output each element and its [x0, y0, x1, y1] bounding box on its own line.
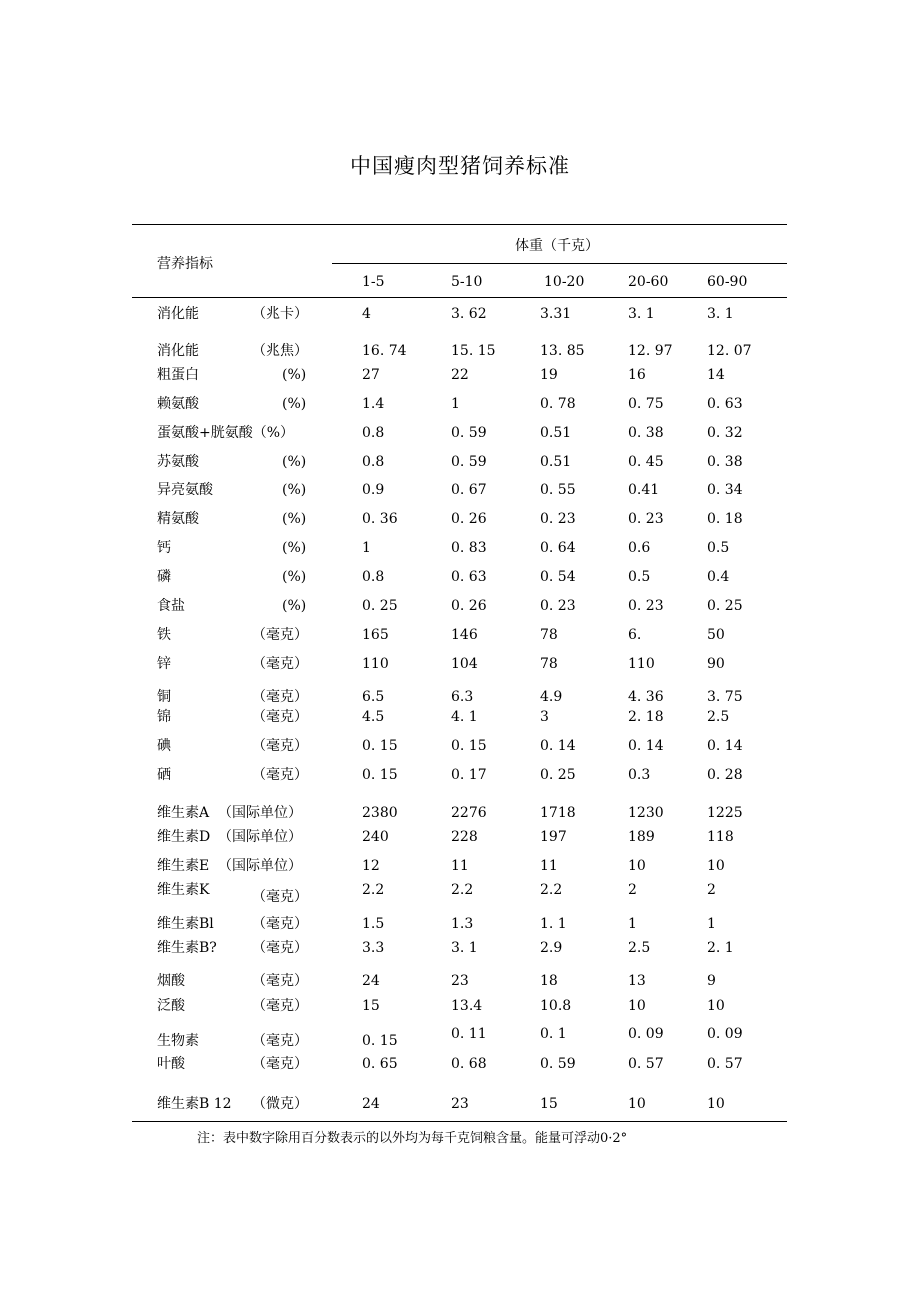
table-cell: 6.3: [451, 689, 474, 705]
table-cell: 1.5: [362, 916, 385, 932]
row-label: 硒: [157, 767, 171, 783]
table-cell: 3. 1: [451, 940, 478, 956]
table-cell: 12: [362, 858, 380, 874]
row-label: 维生素K: [157, 882, 210, 898]
table-cell: 19: [540, 367, 558, 383]
table-cell: 10: [707, 998, 725, 1014]
row-unit: （毫克）: [252, 656, 308, 672]
table-cell: 78: [540, 656, 558, 672]
table-cell: 1: [451, 396, 460, 412]
table-cell: 2.9: [540, 940, 563, 956]
table-cell: 90: [707, 656, 725, 672]
row-unit: （毫克）: [252, 998, 308, 1014]
table-cell: 0. 28: [707, 767, 743, 783]
row-unit: （兆卡）: [252, 306, 308, 322]
row-unit: （兆焦）: [252, 343, 308, 359]
table-cell: 2.5: [628, 940, 651, 956]
table-cell: 6.5: [362, 689, 385, 705]
header-col-2: 5-10: [451, 274, 483, 290]
header-category: 营养指标: [157, 256, 213, 272]
table-cell: 10: [628, 998, 646, 1014]
row-unit: （毫克）: [252, 689, 308, 705]
row-label: 赖氨酸: [157, 396, 199, 412]
table-cell: 0. 75: [628, 396, 664, 412]
table-cell: 0. 63: [451, 569, 487, 585]
table-cell: 0. 09: [707, 1026, 743, 1042]
row-unit: (%): [282, 454, 307, 470]
table-cell: 24: [362, 973, 380, 989]
table-cell: 16. 74: [362, 343, 407, 359]
row-unit: （毫克）: [252, 738, 308, 754]
table-cell: 0. 18: [707, 511, 743, 527]
table-cell: 12. 97: [628, 343, 673, 359]
row-label: 维生素Bl: [157, 916, 214, 932]
table-cell: 0.51: [540, 454, 572, 470]
table-cell: 0. 65: [362, 1056, 398, 1072]
row-unit: （毫克）: [252, 916, 308, 932]
table-cell: 165: [362, 627, 389, 643]
row-unit: （国际单位）: [218, 829, 302, 845]
row-label: 苏氨酸: [157, 454, 199, 470]
table-cell: 0. 23: [628, 598, 664, 614]
table-cell: 0. 15: [362, 738, 398, 754]
row-label: 烟酸: [157, 973, 185, 989]
table-cell: 0. 38: [628, 425, 664, 441]
table-cell: 0. 78: [540, 396, 576, 412]
table-cell: 0. 11: [451, 1026, 487, 1042]
table-cell: 1. 1: [540, 916, 567, 932]
table-cell: 0. 64: [540, 540, 576, 556]
table-cell: 1718: [540, 805, 576, 821]
table-cell: 0. 83: [451, 540, 487, 556]
table-cell: 6.: [628, 627, 642, 643]
table-cell: 0.8: [362, 569, 385, 585]
table-cell: 3. 62: [451, 306, 487, 322]
table-cell: 2380: [362, 805, 398, 821]
table-cell: 1230: [628, 805, 664, 821]
table-cell: 3.3: [362, 940, 385, 956]
row-label: 维生素E: [157, 858, 210, 874]
row-unit: （毫克）: [252, 767, 308, 783]
table-cell: 2: [628, 882, 637, 898]
table-cell: 0. 63: [707, 396, 743, 412]
row-unit: (%): [282, 511, 307, 527]
row-unit: （毫克）: [252, 973, 308, 989]
table-cell: 15: [540, 1096, 558, 1112]
table-cell: 0.41: [628, 482, 660, 498]
row-label: 蛋氨酸+胱氨酸（%）: [157, 425, 295, 441]
table-cell: 2.2: [540, 882, 563, 898]
row-label: 消化能: [157, 343, 199, 359]
row-label: 碘: [157, 738, 171, 754]
row-label: 生物素: [157, 1033, 199, 1049]
table-cell: 0. 32: [707, 425, 743, 441]
row-unit: (%): [282, 367, 307, 383]
table-cell: 23: [451, 973, 469, 989]
table-cell: 0. 45: [628, 454, 664, 470]
table-cell: 15. 15: [451, 343, 496, 359]
table-cell: 1225: [707, 805, 743, 821]
table-cell: 1.3: [451, 916, 474, 932]
table-cell: 118: [707, 829, 734, 845]
table-cell: 240: [362, 829, 389, 845]
header-sub-rule: [332, 263, 787, 264]
row-unit: （毫克）: [252, 627, 308, 643]
table-cell: 4. 36: [628, 689, 664, 705]
table-cell: 4.9: [540, 689, 563, 705]
table-cell: 0. 1: [540, 1026, 567, 1042]
header-weight-group: 体重（千克）: [515, 238, 599, 254]
table-cell: 0. 25: [362, 598, 398, 614]
table-cell: 78: [540, 627, 558, 643]
table-cell: 1: [362, 540, 371, 556]
table-cell: 14: [707, 367, 725, 383]
table-cell: 0. 25: [540, 767, 576, 783]
row-unit: （毫克）: [252, 1033, 308, 1049]
table-cell: 0. 59: [451, 425, 487, 441]
table-cell: 2. 1: [707, 940, 734, 956]
table-cell: 0. 57: [707, 1056, 743, 1072]
table-cell: 4.5: [362, 709, 385, 725]
table-cell: 0. 26: [451, 598, 487, 614]
table-cell: 1.4: [362, 396, 385, 412]
row-label: 铜: [157, 689, 171, 705]
table-cell: 3. 1: [707, 306, 734, 322]
table-cell: 0. 34: [707, 482, 743, 498]
table-cell: 110: [362, 656, 389, 672]
row-unit: (%): [282, 598, 307, 614]
row-label: 精氨酸: [157, 511, 199, 527]
row-label: 维生素D: [157, 829, 211, 845]
table-cell: 3.31: [540, 306, 572, 322]
table-cell: 10: [628, 1096, 646, 1112]
row-label: 维生素A: [157, 805, 210, 821]
table-cell: 0. 38: [707, 454, 743, 470]
page-title: 中国瘦肉型猪饲养标准: [350, 154, 570, 178]
table-cell: 4. 1: [451, 709, 478, 725]
table-cell: 0.3: [628, 767, 651, 783]
row-unit: （毫克）: [252, 889, 308, 905]
row-label: 泛酸: [157, 998, 185, 1014]
table-cell: 10: [628, 858, 646, 874]
table-cell: 1: [628, 916, 637, 932]
table-cell: 0.4: [707, 569, 730, 585]
row-unit: (%): [282, 540, 307, 556]
row-label: 食盐: [157, 598, 185, 614]
table-cell: 12. 07: [707, 343, 752, 359]
table-cell: 3: [540, 709, 549, 725]
table-cell: 24: [362, 1096, 380, 1112]
table-cell: 2276: [451, 805, 487, 821]
table-cell: 0. 14: [540, 738, 576, 754]
row-label: 锦: [157, 709, 171, 725]
header-col-3: 10-20: [544, 274, 585, 290]
row-label: 粗蛋白: [157, 367, 199, 383]
table-cell: 10.8: [540, 998, 572, 1014]
header-col-4: 20-60: [628, 274, 669, 290]
table-cell: 0. 36: [362, 511, 398, 527]
table-cell: 2. 18: [628, 709, 664, 725]
table-cell: 0. 17: [451, 767, 487, 783]
table-cell: 23: [451, 1096, 469, 1112]
row-label: 磷: [157, 569, 171, 585]
row-label: 消化能: [157, 306, 199, 322]
row-label: 铁: [157, 627, 171, 643]
row-unit: （毫克）: [252, 940, 308, 956]
table-cell: 0.51: [540, 425, 572, 441]
table-cell: 0. 23: [540, 511, 576, 527]
table-cell: 13. 85: [540, 343, 585, 359]
table-cell: 0. 14: [707, 738, 743, 754]
row-unit: （国际单位）: [218, 805, 302, 821]
table-cell: 0. 68: [451, 1056, 487, 1072]
table-cell: 0. 23: [540, 598, 576, 614]
table-cell: 4: [362, 306, 371, 322]
table-top-rule: [132, 224, 787, 225]
header-bottom-rule: [132, 297, 787, 298]
table-cell: 2.2: [451, 882, 474, 898]
table-cell: 13.4: [451, 998, 483, 1014]
row-unit: （毫克）: [252, 709, 308, 725]
table-cell: 110: [628, 656, 655, 672]
table-cell: 197: [540, 829, 567, 845]
row-label: 叶酸: [157, 1056, 185, 1072]
row-unit: (%): [282, 482, 307, 498]
header-col-5: 60-90: [707, 274, 748, 290]
row-label: 钙: [157, 540, 171, 556]
table-cell: 228: [451, 829, 478, 845]
table-cell: 0.8: [362, 425, 385, 441]
table-cell: 0. 15: [362, 1033, 398, 1049]
table-cell: 9: [707, 973, 716, 989]
table-cell: 2.2: [362, 882, 385, 898]
table-cell: 0. 54: [540, 569, 576, 585]
row-unit: （国际单位）: [218, 858, 302, 874]
table-cell: 0.9: [362, 482, 385, 498]
row-unit: (%): [282, 569, 307, 585]
table-cell: 0. 55: [540, 482, 576, 498]
table-cell: 2.5: [707, 709, 730, 725]
table-cell: 1: [707, 916, 716, 932]
table-cell: 0. 25: [707, 598, 743, 614]
row-label: 维生素B 12: [157, 1096, 232, 1112]
table-cell: 0.5: [707, 540, 730, 556]
table-cell: 16: [628, 367, 646, 383]
table-cell: 0. 15: [451, 738, 487, 754]
table-cell: 15: [362, 998, 380, 1014]
table-cell: 10: [707, 1096, 725, 1112]
table-cell: 0. 09: [628, 1026, 664, 1042]
table-cell: 0. 23: [628, 511, 664, 527]
table-cell: 50: [707, 627, 725, 643]
table-cell: 18: [540, 973, 558, 989]
table-cell: 0. 15: [362, 767, 398, 783]
table-cell: 11: [451, 858, 469, 874]
table-note: 注：表中数字除用百分数表示的以外均为每千克饲粮含量。能量可浮动0·2°: [197, 1131, 628, 1146]
table-cell: 0. 59: [451, 454, 487, 470]
table-cell: 189: [628, 829, 655, 845]
table-cell: 11: [540, 858, 558, 874]
table-cell: 0. 59: [540, 1056, 576, 1072]
table-cell: 104: [451, 656, 478, 672]
table-cell: 3. 75: [707, 689, 743, 705]
table-cell: 0. 67: [451, 482, 487, 498]
row-label: 维生素B?: [157, 940, 217, 956]
table-cell: 0. 57: [628, 1056, 664, 1072]
row-unit: (%): [282, 396, 307, 412]
table-bottom-rule: [132, 1121, 787, 1122]
row-label: 锌: [157, 656, 171, 672]
table-cell: 3. 1: [628, 306, 655, 322]
table-cell: 0.6: [628, 540, 651, 556]
table-cell: 27: [362, 367, 380, 383]
table-cell: 0.8: [362, 454, 385, 470]
row-label: 异亮氨酸: [157, 482, 213, 498]
table-cell: 0. 26: [451, 511, 487, 527]
row-unit: （微克）: [252, 1096, 308, 1112]
table-cell: 0.5: [628, 569, 651, 585]
table-cell: 2: [707, 882, 716, 898]
header-col-1: 1-5: [362, 274, 385, 290]
table-cell: 13: [628, 973, 646, 989]
table-cell: 0. 14: [628, 738, 664, 754]
table-cell: 10: [707, 858, 725, 874]
table-cell: 146: [451, 627, 478, 643]
row-unit: （毫克）: [252, 1056, 308, 1072]
table-cell: 22: [451, 367, 469, 383]
